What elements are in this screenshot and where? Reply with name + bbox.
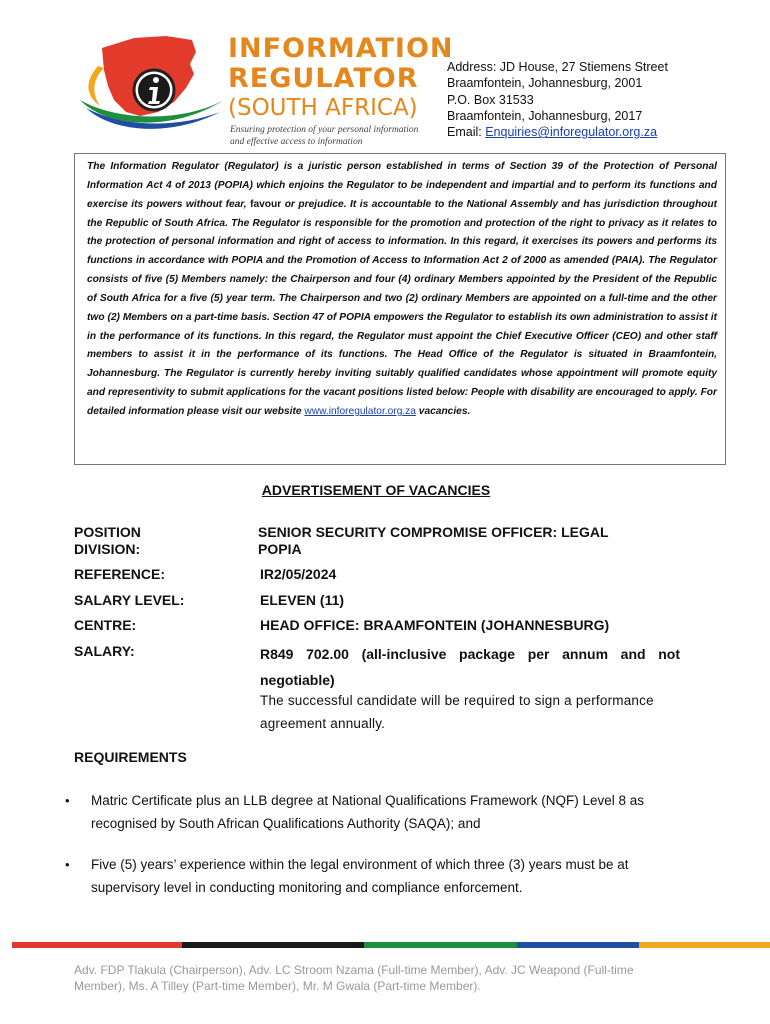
requirements-title: REQUIREMENTS [74,749,187,765]
performance-note: The successful candidate will be required to sign a performance agreement annually. [260,693,654,731]
contact-address [447,59,668,140]
logo-tagline-1: Ensuring protection of your personal information [230,125,419,135]
division-value: POPIA [258,541,302,557]
intro-box [74,153,726,465]
salary-label: SALARY: [74,643,135,659]
email-label: Email: [447,125,486,140]
centre-value: HEAD OFFICE: BRAAMFONTEIN (JOHANNESBURG) [260,617,610,633]
salary-level-value: ELEVEN (11) [260,592,345,608]
footer-bar-red [12,942,182,948]
email-link[interactable]: Enquiries@inforegulator.org.za [485,125,658,140]
logo-emblem-icon [74,30,234,150]
logo-tagline [230,124,418,148]
requirement-item: Five (5) years’ experience within the legal environment of which three (3) years must be at supervisory level in conducting monitoring and compliance enforcement. [91,857,629,895]
reference-label: REFERENCE: [74,566,166,582]
intro-text-a: The Information Regulator (Regulator) is a juristic person established in terms of Section 39 of the Protection of Personal Information Act 4 of 2013 (POPIA) which enjoins the Regulator to be independent and impartial and to perform its functions and exercise its powers without fear, [87,161,717,210]
footer-members: Adv. FDP Tlakula (Chairperson), Adv. LC Stroom Nzama (Full-time Member), Adv. JC Weapond (Full-time Member), Ms. A Tilley (Part-time Member), Mr. M Gwala (Part-time Member). [74,963,634,993]
reference-value: IR2/05/2024 [260,566,337,582]
website-link[interactable]: www.inforegulator.org.za [304,405,416,417]
salary-value: R849 702.00 (all-inclusive package per annum and not negotiable) [260,646,680,688]
footer-color-bar [12,942,770,948]
logo-line-3: (SOUTH AFRICA) [228,95,418,121]
position-label: POSITION [74,524,141,540]
intro-text-c: vacancies. [415,405,471,417]
bullet-icon: • [65,857,70,872]
footer-bar-black [182,942,364,948]
logo-tagline-2: and effective access to information [230,137,363,147]
footer-bar-green [364,942,517,948]
division-label: DIVISION: [74,541,141,557]
centre-label: CENTRE: [74,617,137,633]
address-line-4: Braamfontein, Johannesburg, 2017 [447,108,643,123]
requirement-item: Matric Certificate plus an LLB degree at National Qualifications Framework (NQF) Level 8 as recognised by South African Qualifications Authority (SAQA); and [91,793,644,831]
address-line-3: P.O. Box 31533 [447,92,534,107]
salary-level-label: SALARY LEVEL: [74,592,185,608]
intro-text-favour: favour [250,198,282,210]
footer-bar-blue [517,942,639,948]
address-line-1: Address: JD House, 27 Stiemens Street [447,60,668,74]
address-line-2: Braamfontein, Johannesburg, 2001 [447,76,643,91]
email-line [447,124,668,140]
intro-text-b: or prejudice. It is accountable to the National Assembly and has jurisdiction throughout the Republic of South Africa. The Regulator is responsible for the promotion and protection of the right to privacy as it relates to the protection of personal information and right of access to information. In this regard, it exercises its powers and performs its functions in accordance with POPIA and the Promotion of Access to Information Act 2 of 2000 as amended (PAIA). The Regulator consists of five (5) Members namely: the Chairperson and four (4) ordinary Members appointed by the President of the Republic of South Africa for a five (5) year term. The Chairperson and two (2) ordinary Members are appointed on a full-time and the other two (2) Members on a part-time basis. Section 47 of POPIA empowers the Regulator to establish its own administration to assist it in the performance of its functions. In this regard, the Regulator must appoint the Chief Executive Officer (CEO) and other staff members to assist it in the performance of its functions. The Head Office of the Regulator is situated in Braamfontein, Johannesburg. The Regulator is currently hereby inviting suitably qualified candidates whose appointment will promote equity and representivity to submit applications for the vacant positions listed below: People with disability are encouraged to apply. For detailed information please visit our website [87,198,718,417]
logo-wordmark [228,34,454,122]
footer-bar-yellow [639,942,770,948]
position-value: SENIOR SECURITY COMPROMISE OFFICER: LEGAL [258,524,609,540]
logo-line-1: INFORMATION [228,33,454,64]
logo-line-2: REGULATOR [228,63,419,94]
bullet-icon: • [65,793,70,808]
advert-title: ADVERTISEMENT OF VACANCIES [261,482,491,498]
